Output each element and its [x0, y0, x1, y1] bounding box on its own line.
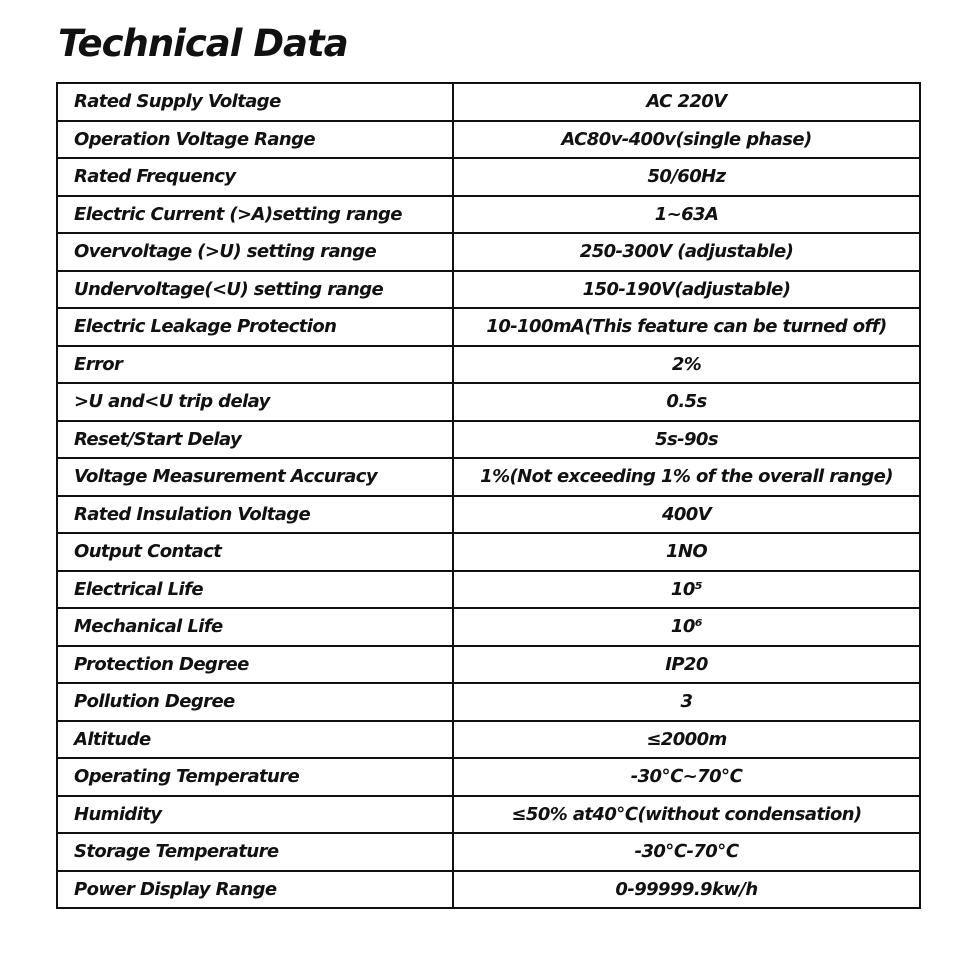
- spec-label: Rated Frequency: [57, 158, 453, 196]
- technical-data-table: [56, 82, 921, 909]
- table-row: [57, 646, 920, 684]
- spec-label: >U and<U trip delay: [57, 383, 453, 421]
- spec-value: 1~63A: [453, 196, 920, 234]
- spec-value: 0.5s: [453, 383, 920, 421]
- table-row: [57, 233, 920, 271]
- table-row: [57, 383, 920, 421]
- spec-value: AC 220V: [453, 83, 920, 121]
- table-row: [57, 196, 920, 234]
- spec-label: Undervoltage(<U) setting range: [57, 271, 453, 309]
- spec-value: 1%(Not exceeding 1% of the overall range): [453, 458, 920, 496]
- table-row: [57, 121, 920, 159]
- spec-label: Electric Current (>A)setting range: [57, 196, 453, 234]
- spec-value: 400V: [453, 496, 920, 534]
- spec-value: ≤2000m: [453, 721, 920, 759]
- spec-value: 10-100mA(This feature can be turned off): [453, 308, 920, 346]
- spec-label: Voltage Measurement Accuracy: [57, 458, 453, 496]
- spec-label: Operation Voltage Range: [57, 121, 453, 159]
- table-row: [57, 458, 920, 496]
- spec-value: 10⁶: [453, 608, 920, 646]
- table-row: [57, 83, 920, 121]
- spec-label: Pollution Degree: [57, 683, 453, 721]
- spec-value: 0-99999.9kw/h: [453, 871, 920, 909]
- spec-value: AC80v-400v(single phase): [453, 121, 920, 159]
- spec-value: 150-190V(adjustable): [453, 271, 920, 309]
- spec-label: Overvoltage (>U) setting range: [57, 233, 453, 271]
- spec-label: Humidity: [57, 796, 453, 834]
- spec-value: 250-300V (adjustable): [453, 233, 920, 271]
- spec-label: Storage Temperature: [57, 833, 453, 871]
- table-row: [57, 683, 920, 721]
- table-row: [57, 346, 920, 384]
- spec-label: Rated Supply Voltage: [57, 83, 453, 121]
- spec-label: Electric Leakage Protection: [57, 308, 453, 346]
- spec-value: 10⁵: [453, 571, 920, 609]
- table-row: [57, 571, 920, 609]
- table-row: [57, 833, 920, 871]
- table-row: [57, 308, 920, 346]
- spec-value: 5s-90s: [453, 421, 920, 459]
- spec-label: Power Display Range: [57, 871, 453, 909]
- table-row: [57, 271, 920, 309]
- spec-label: Output Contact: [57, 533, 453, 571]
- spec-value: IP20: [453, 646, 920, 684]
- table-row: [57, 496, 920, 534]
- table-row: [57, 421, 920, 459]
- spec-label: Protection Degree: [57, 646, 453, 684]
- spec-label: Error: [57, 346, 453, 384]
- spec-label: Rated Insulation Voltage: [57, 496, 453, 534]
- spec-value: 50/60Hz: [453, 158, 920, 196]
- spec-value: 3: [453, 683, 920, 721]
- table-row: [57, 533, 920, 571]
- spec-value: ≤50% at40℃(without condensation): [453, 796, 920, 834]
- spec-value: -30℃~70℃: [453, 758, 920, 796]
- table-row: [57, 158, 920, 196]
- spec-label: Altitude: [57, 721, 453, 759]
- page-title: Technical Data: [58, 22, 348, 65]
- spec-value: 2%: [453, 346, 920, 384]
- spec-label: Mechanical Life: [57, 608, 453, 646]
- table-row: [57, 758, 920, 796]
- table-row: [57, 721, 920, 759]
- table-row: [57, 796, 920, 834]
- spec-value: -30℃-70℃: [453, 833, 920, 871]
- technical-data-table-body: [57, 83, 920, 908]
- table-row: [57, 871, 920, 909]
- spec-value: 1NO: [453, 533, 920, 571]
- table-row: [57, 608, 920, 646]
- spec-label: Electrical Life: [57, 571, 453, 609]
- spec-label: Reset/Start Delay: [57, 421, 453, 459]
- spec-label: Operating Temperature: [57, 758, 453, 796]
